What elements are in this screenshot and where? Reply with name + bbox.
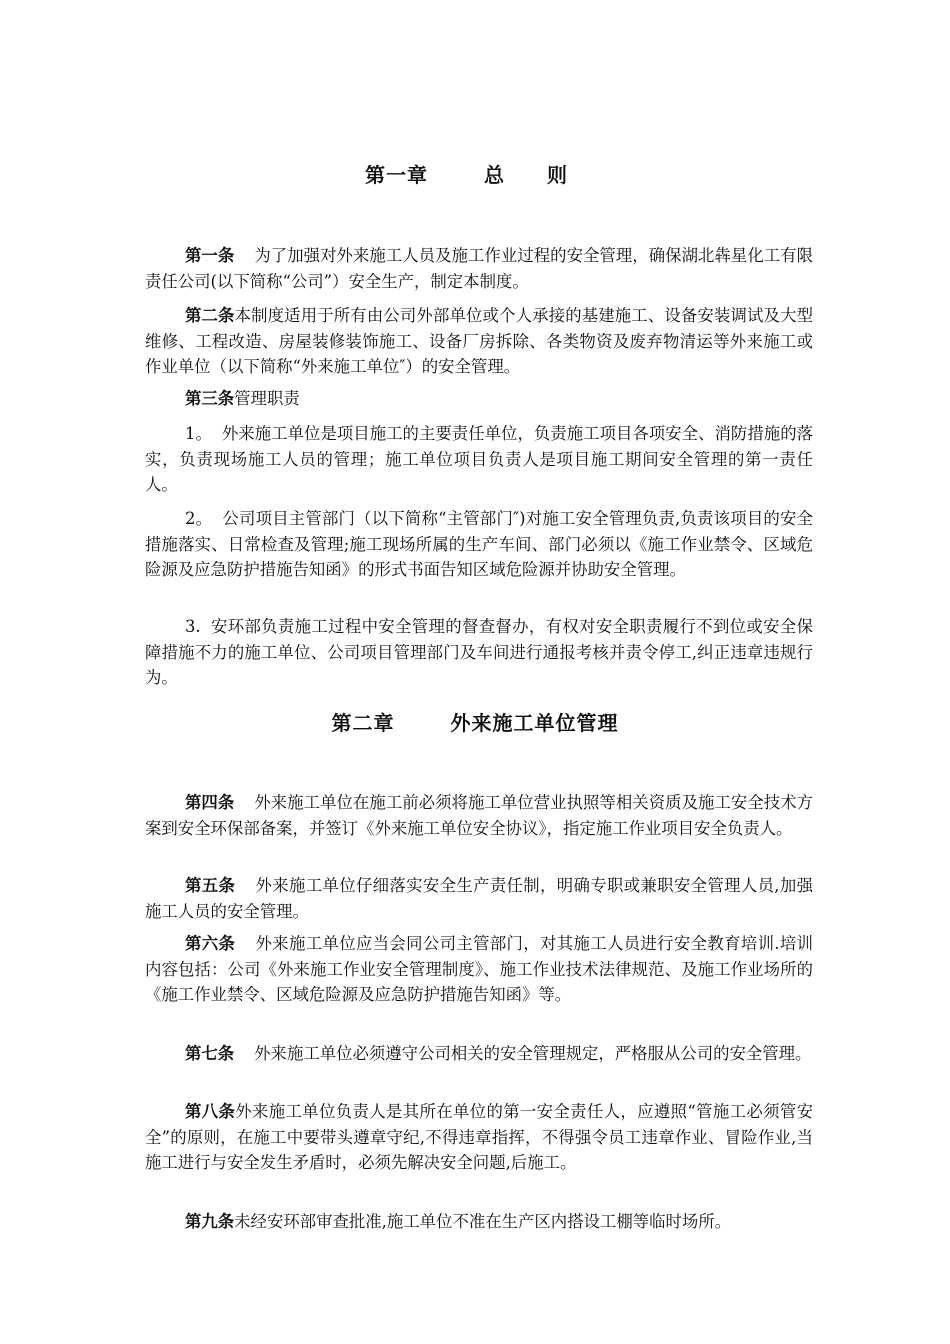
item-number: 2。	[185, 509, 213, 529]
item-text: 外来施工单位是项目施工的主要责任单位，负责施工项目各项安全、消防措施的落实，负责现场施工人员的管理；施工单位项目负责人是项目施工期间安全管理的第一责任人。	[145, 424, 814, 495]
article-6	[145, 931, 813, 1008]
article-text: 为了加强对外来施工人员及施工作业过程的安全管理，确保湖北犇星化工有限责任公司(以下简称“公司”）安全生产，制定本制度。	[145, 246, 814, 291]
item-text: 安环部负责施工过程中安全管理的督查督办，有权对安全职责履行不到位或安全保障措施不力的施工单位、公司项目管理部门及车间进行通报考核并责令停工,纠正违章违规行为。	[145, 617, 813, 688]
article-label: 第五条	[185, 876, 236, 896]
article-label: 第八条	[185, 1102, 236, 1122]
article-3-item-2	[145, 506, 813, 583]
article-text: 外来施工单位必须遵守公司相关的安全管理规定，严格服从公司的安全管理。	[254, 1044, 812, 1064]
article-text: 管理职责	[234, 389, 300, 409]
chapter-number: 第一章	[365, 163, 429, 187]
article-text: 外来施工单位应当会同公司主管部门，对其施工人员进行安全教育培训.培训内容包括：公司《外来施工作业安全管理制度》、施工作业技术法律规范、及施工作业场所的《施工作业禁令、区域危险源及应急防护措施告知函》等。	[145, 934, 813, 1005]
article-1	[145, 243, 813, 294]
article-label: 第一条	[185, 246, 235, 266]
article-label: 第七条	[185, 1044, 235, 1064]
chapter-title: 总 则	[484, 163, 585, 187]
article-label: 第二条	[185, 306, 235, 326]
item-number: 1。	[185, 424, 212, 444]
article-9	[145, 1209, 813, 1235]
article-label: 第六条	[185, 934, 236, 954]
article-text: 本制度适用于所有由公司外部单位或个人承接的基建施工、设备安装调试及大型维修、工程改造、房屋装修装饰施工、设备厂房拆除、各类物资及废弃物清运等外来施工或作业单位（以下简称“外来施工单位″）的安全管理。	[145, 306, 814, 377]
article-8	[145, 1099, 813, 1176]
article-3	[145, 386, 813, 412]
article-text: 外来施工单位负责人是其所在单位的第一安全责任人，应遵照“管施工必须管安全”的原则，在施工中要带头遵章守纪,不得违章指挥，不得强令员工违章作业、冒险作业,当施工进行与安全发生矛盾时，必须先解决安全问题,后施工。	[145, 1102, 813, 1173]
chapter-heading	[0, 160, 950, 190]
article-2	[145, 303, 813, 380]
chapter-number: 第二章	[331, 711, 395, 735]
item-text: 公司项目主管部门（以下简称“主管部门″)对施工安全管理负责,负责该项目的安全措施落实、日常检查及管理;施工现场所属的生产车间、部门必须以《施工作业禁令、区域危险源及应急防护措施告知函》的形式书面告知区域危险源并协助安全管理。	[145, 509, 813, 580]
article-label: 第四条	[185, 793, 235, 813]
article-3-item-1	[145, 421, 813, 498]
chapter-title: 外来施工单位管理	[450, 711, 619, 735]
chapter-heading	[0, 708, 950, 738]
article-text: 未经安环部审查批准,施工单位不准在生产区内搭设工棚等临时场所。	[234, 1212, 732, 1232]
article-3-item-3	[145, 614, 813, 691]
article-7	[145, 1041, 813, 1067]
article-text: 外来施工单位仔细落实安全生产责任制，明确专职或兼职安全管理人员,加强施工人员的安全管理。	[145, 876, 813, 921]
article-label: 第九条	[185, 1212, 235, 1232]
article-text: 外来施工单位在施工前必须将施工单位营业执照等相关资质及施工安全技术方案到安全环保部备案，并签订《外来施工单位安全协议》，指定施工作业项目安全负责人。	[145, 793, 814, 838]
article-label: 第三条	[185, 389, 235, 409]
article-5	[145, 873, 813, 924]
article-4	[145, 790, 813, 841]
item-number: 3.	[185, 617, 201, 637]
